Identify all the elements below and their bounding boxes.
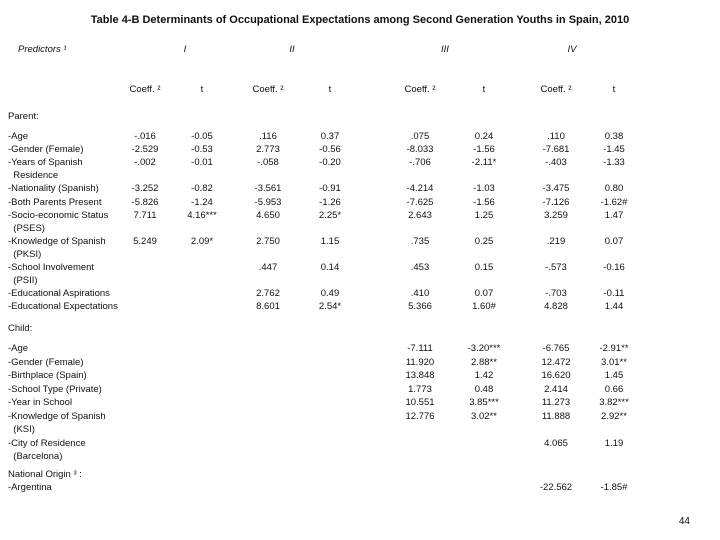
cell-m4-coeff: 12.472	[541, 356, 571, 368]
row-label: -Knowledge of Spanish	[8, 235, 106, 247]
row-label: Residence	[8, 170, 59, 182]
cell-m3-t: 1.60#	[472, 301, 496, 313]
row-label: -Age	[8, 343, 29, 354]
col-header-m1-t: t	[200, 84, 204, 95]
row-label: -Argentina	[8, 482, 52, 493]
cell-m3-coeff: -.706	[409, 157, 431, 169]
model-ii-header: II	[289, 44, 295, 55]
cell-m4-coeff: -.573	[545, 262, 567, 273]
cell-m4-t: 0.80	[604, 183, 624, 195]
row-label: -Years of Spanish	[8, 157, 83, 169]
cell-m1-coeff: -.016	[134, 131, 156, 142]
row-label: -Both Parents Present	[8, 196, 102, 208]
cell-m2-coeff: -3.561	[254, 183, 282, 195]
cell-m1-t: 2.09*	[190, 235, 214, 247]
cell-m1-coeff: -.002	[134, 157, 156, 169]
cell-m4-t: -1.62#	[600, 196, 628, 208]
cell-m2-coeff: -5.953	[254, 196, 282, 208]
cell-m3-coeff: 2.643	[408, 209, 432, 221]
model-i-header: I	[183, 44, 187, 55]
cell-m4-coeff: -6.765	[542, 343, 570, 354]
cell-m4-t: -2.91**	[599, 343, 629, 354]
cell-m2-coeff: 2.762	[256, 288, 280, 300]
cell-m4-coeff: 11.888	[541, 410, 571, 422]
cell-m4-t: -1.45	[603, 144, 625, 156]
cell-m3-t: 0.07	[474, 288, 494, 300]
cell-m2-t: 2.54*	[318, 301, 342, 313]
row-label: -Knowledge of Spanish	[8, 410, 106, 422]
cell-m4-t: -0.16	[603, 262, 625, 273]
cell-m4-coeff: -7.681	[542, 144, 570, 156]
cell-m2-t: 2.25*	[318, 209, 342, 221]
cell-m4-t: 1.19	[604, 437, 624, 449]
cell-m2-coeff: .447	[258, 262, 278, 273]
row-label: -Gender (Female)	[8, 144, 84, 156]
cell-m3-t: -1.56	[473, 196, 495, 208]
cell-m4-coeff: 4.828	[544, 301, 568, 313]
cell-m3-t: 3.02**	[471, 410, 497, 422]
cell-m3-coeff: 13.848	[405, 370, 435, 381]
cell-m2-coeff: -.058	[257, 157, 279, 169]
row-label: -School Involvement	[8, 262, 95, 273]
section-child: Child:	[8, 323, 33, 334]
col-header-m4-coeff: Coeff. ²	[540, 84, 572, 95]
cell-m2-t: -0.56	[319, 144, 341, 156]
cell-m1-t: 4.16***	[187, 209, 217, 221]
cell-m4-t: -1.33	[603, 157, 625, 169]
cell-m4-t: 1.44	[604, 301, 624, 313]
cell-m3-t: 0.48	[474, 383, 494, 395]
cell-m4-t: 3.01**	[601, 356, 627, 368]
cell-m4-coeff: -.403	[545, 157, 567, 169]
cell-m3-coeff: -4.214	[406, 183, 434, 195]
row-label: -Year in School	[8, 397, 73, 408]
cell-m4-coeff: .110	[547, 131, 565, 142]
row-label: -Age	[8, 131, 29, 142]
cell-m2-t: 0.49	[320, 288, 340, 300]
cell-m2-t: -1.26	[319, 196, 341, 208]
cell-m1-t: -0.01	[191, 157, 213, 169]
cell-m3-coeff: 1.773	[408, 383, 432, 395]
cell-m4-t: -1.85#	[600, 482, 628, 493]
cell-m2-coeff: 2.773	[256, 144, 280, 156]
cell-m3-coeff: 5.366	[408, 301, 432, 313]
cell-m1-coeff: 7.711	[133, 209, 157, 221]
cell-m4-coeff: 16.620	[541, 370, 571, 381]
cell-m3-coeff: 10.551	[405, 397, 435, 408]
row-label: -Educational Aspirations	[8, 288, 110, 300]
model-iii-header: III	[441, 44, 449, 55]
col-header-m4-t: t	[612, 84, 616, 95]
cell-m2-coeff: .116	[259, 131, 277, 142]
cell-m4-t: 3.82***	[599, 397, 629, 408]
row-label: (PSES)	[8, 222, 45, 234]
cell-m2-t: -0.20	[319, 157, 341, 169]
cell-m3-coeff: .075	[410, 131, 430, 142]
cell-m3-coeff: .735	[410, 235, 430, 247]
cell-m4-coeff: 3.259	[544, 209, 568, 221]
cell-m3-coeff: .410	[410, 288, 430, 300]
cell-m3-t: 1.25	[474, 209, 494, 221]
cell-m3-coeff: -8.033	[406, 144, 434, 156]
row-label: (Barcelona)	[8, 451, 63, 462]
cell-m4-coeff: 2.414	[544, 383, 568, 395]
cell-m1-t: -0.05	[191, 131, 213, 142]
cell-m4-coeff: 4.065	[544, 437, 568, 449]
predictors-header: Predictors ¹	[18, 44, 67, 55]
cell-m4-t: 0.66	[604, 383, 624, 395]
cell-m4-t: 0.07	[604, 235, 624, 247]
cell-m1-coeff: -5.826	[131, 196, 159, 208]
cell-m3-t: 3.85***	[469, 397, 499, 408]
cell-m2-coeff: 8.601	[256, 301, 280, 313]
col-header-m3-coeff: Coeff. ²	[404, 84, 436, 95]
cell-m1-coeff: -2.529	[131, 144, 159, 156]
cell-m4-coeff: -3.475	[542, 183, 570, 195]
row-label: -Educational Expectations	[8, 301, 118, 313]
row-label: -City of Residence	[8, 437, 86, 449]
row-label: -Socio-economic Status	[8, 209, 109, 221]
cell-m4-coeff: .219	[546, 235, 566, 247]
cell-m3-coeff: -7.625	[406, 196, 434, 208]
model-iv-header: IV	[567, 44, 577, 55]
col-header-m3-t: t	[482, 84, 486, 95]
col-header-m1-coeff: Coeff. ²	[129, 84, 161, 95]
cell-m4-coeff: -7.126	[542, 196, 570, 208]
cell-m2-t: 0.14	[320, 262, 340, 273]
cell-m3-t: 1.42	[474, 370, 494, 381]
section-origin: National Origin ³ :	[8, 469, 82, 480]
cell-m2-t: -0.91	[319, 183, 341, 195]
row-label: -School Type (Private)	[8, 383, 102, 395]
cell-m3-t: 0.15	[474, 262, 494, 273]
cell-m3-t: -1.56	[473, 144, 495, 156]
cell-m3-coeff: -7.111	[407, 343, 433, 354]
cell-m1-coeff: -3.252	[131, 183, 159, 195]
cell-m3-t: 0.25	[474, 235, 494, 247]
cell-m4-coeff: -22.562	[539, 482, 573, 493]
cell-m1-coeff: 5.249	[133, 235, 157, 247]
cell-m3-t: 2.88**	[471, 356, 497, 368]
col-header-m2-coeff: Coeff. ²	[252, 84, 284, 95]
cell-m4-t: 1.45	[604, 370, 624, 381]
cell-m1-t: -1.24	[191, 196, 213, 208]
cell-m3-t: 0.24	[474, 131, 494, 142]
cell-m1-t: -0.53	[191, 144, 213, 156]
cell-m3-t: -2.11*	[471, 157, 497, 169]
row-label: (KSI)	[8, 424, 35, 435]
cell-m4-coeff: 11.273	[541, 397, 571, 408]
section-parent: Parent:	[8, 111, 39, 122]
cell-m3-coeff: 12.776	[405, 410, 435, 422]
cell-m4-t: 1.47	[604, 209, 624, 221]
row-label: -Gender (Female)	[8, 356, 84, 368]
row-label: -Birthplace (Spain)	[8, 370, 87, 381]
row-label: (PSII)	[8, 275, 38, 287]
cell-m4-t: 2.92**	[601, 410, 627, 422]
cell-m2-coeff: 2.750	[256, 235, 280, 247]
table-title: Table 4-B Determinants of Occupational Expectations among Second Generation Youths in Spain, 2010	[90, 14, 630, 26]
col-header-m2-t: t	[328, 84, 332, 95]
page-number: 44	[678, 516, 690, 527]
cell-m2-t: 0.37	[320, 131, 340, 142]
row-label: (PKSI)	[8, 248, 42, 260]
cell-m2-t: 1.15	[320, 235, 340, 247]
cell-m4-coeff: -.703	[545, 288, 567, 300]
cell-m1-t: -0.82	[191, 183, 213, 195]
cell-m3-t: -1.03	[473, 183, 495, 195]
cell-m3-t: -3.20***	[467, 343, 501, 354]
cell-m3-coeff: 11.920	[405, 356, 435, 368]
cell-m4-t: 0.38	[604, 131, 624, 142]
row-label: -Nationality (Spanish)	[8, 183, 99, 195]
cell-m2-coeff: 4.650	[256, 209, 280, 221]
cell-m3-coeff: .453	[410, 262, 430, 273]
cell-m4-t: -0.11	[603, 288, 625, 300]
